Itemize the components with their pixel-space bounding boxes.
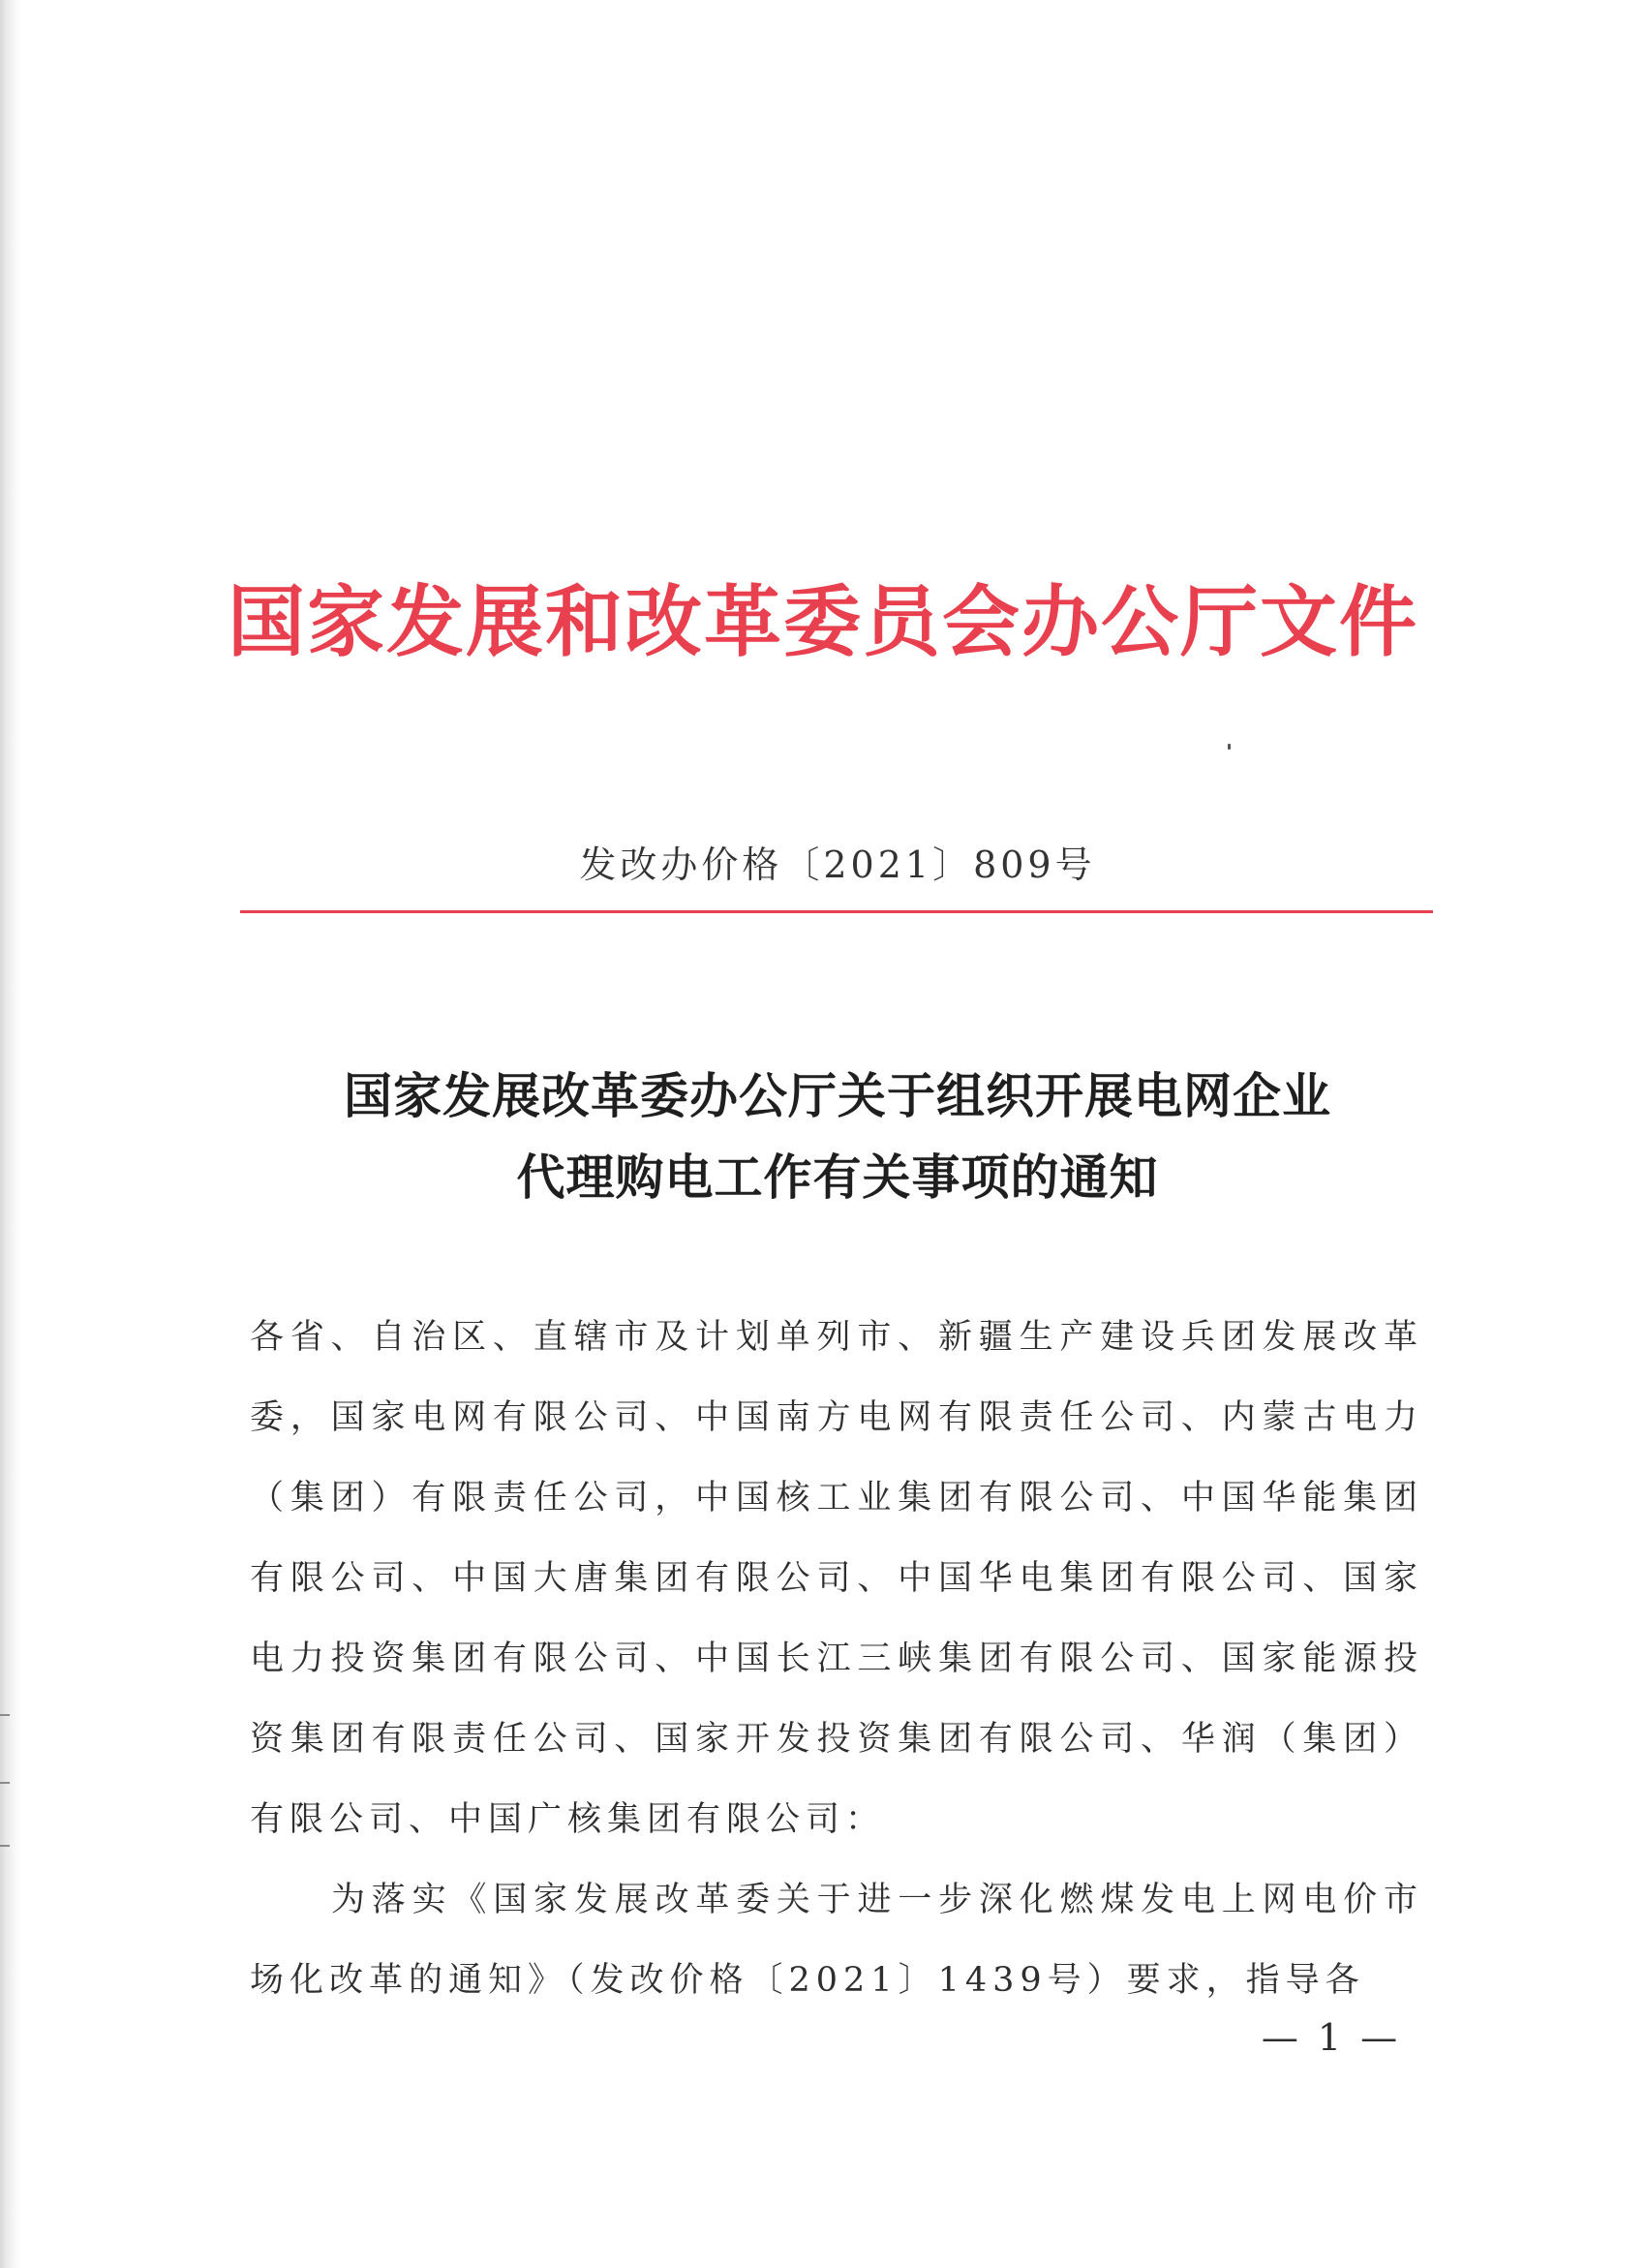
document-header-title: 国家发展和改革委员会办公厅文件 (228, 576, 1418, 667)
body-paragraph-1: 为落实《国家发展改革委关于进一步深化燃煤发电上网电价市场化改革的通知》（发改价格〔2021〕1439号）要求，指导各 (250, 1881, 1423, 2000)
scan-speck (1228, 744, 1231, 750)
recipients-paragraph: 各省、自治区、直辖市及计划单列市、新疆生产建设兵团发展改革委，国家电网有限公司、中国南方电网有限责任公司、内蒙古电力（集团）有限责任公司，中国核工业集团有限公司、中国华能集团有限公司、中国大唐集团有限公司、中国华电集团有限公司、国家电力投资集团有限公司、中国长江三峡集团有限公司、国家能源投资集团有限责任公司、国家开发投资集团有限公司、华润（集团）有限公司、中国广核集团有限公司： (250, 1318, 1423, 1839)
page-number: — 1 — (1261, 2016, 1402, 2059)
notice-body (250, 1298, 1423, 2021)
document-number: 发改办价格〔2021〕809号 (579, 843, 1096, 886)
notice-title (242, 1056, 1433, 1218)
red-separator-line (240, 910, 1433, 913)
notice-title-line-1: 国家发展改革委办公厅关于组织开展电网企业 (344, 1067, 1331, 1124)
notice-title-line-2: 代理购电工作有关事项的通知 (516, 1149, 1159, 1206)
